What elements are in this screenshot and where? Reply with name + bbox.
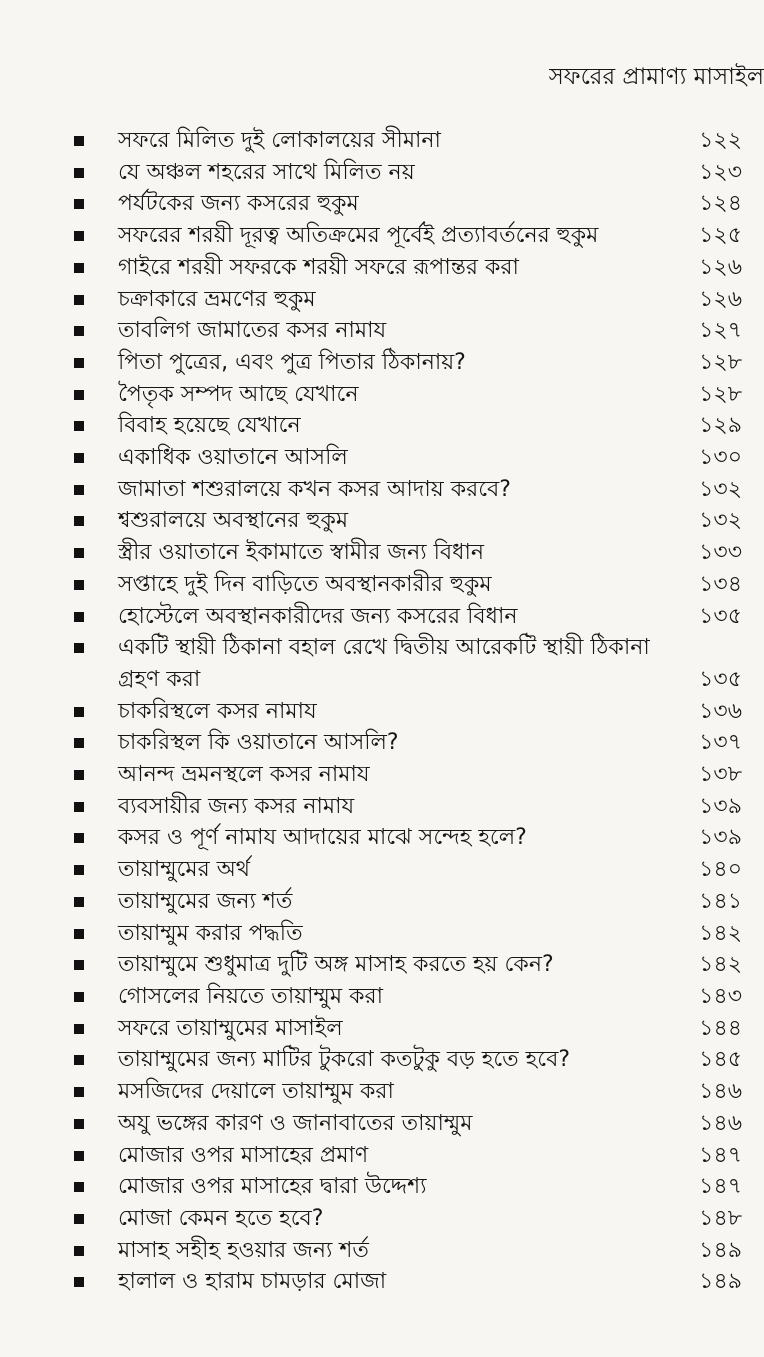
square-bullet-icon [74, 1087, 84, 1097]
toc-entry [74, 949, 742, 981]
toc-entry-page: ১৩৫ [699, 666, 742, 692]
toc-entry [74, 1076, 742, 1108]
square-bullet-icon [74, 263, 84, 273]
square-bullet-icon [74, 643, 84, 653]
toc-entry-title: চাকরিস্থল কি ওয়াতানে আসলি? [118, 730, 399, 756]
toc-entry [74, 1171, 742, 1203]
toc-entry-title: হোস্টেলে অবস্থানকারীদের জন্য কসরের বিধান [118, 603, 518, 629]
square-bullet-icon [74, 580, 84, 590]
toc-entry-title: মাসাহ সহীহ হওয়ার জন্য শর্ত [118, 1237, 369, 1263]
square-bullet-icon [74, 612, 84, 622]
toc-entry-page: ১৩৩ [699, 540, 742, 566]
square-bullet-icon [74, 738, 84, 748]
square-bullet-icon [74, 960, 84, 970]
square-bullet-icon [74, 168, 84, 178]
toc-entry [74, 220, 742, 252]
toc-entry [74, 474, 742, 506]
toc-entry-page: ১৪০ [699, 857, 742, 883]
toc-entry [74, 1108, 742, 1140]
toc-entry-page: ১২৭ [699, 318, 742, 344]
square-bullet-icon [74, 929, 84, 939]
square-bullet-icon [74, 770, 84, 780]
toc-entry-title: তায়াম্মুমের জন্য শর্ত [118, 888, 293, 914]
toc-entry-title: একাধিক ওয়াতানে আসলি [118, 445, 348, 471]
toc-entry-title: তায়াম্মুমের জন্য মাটির টুকরো কতটুকু বড় হতে হবে? [118, 1047, 570, 1073]
toc-entry-page: ১৪৮ [699, 1205, 742, 1231]
toc-entry [74, 315, 742, 347]
toc-entry-page: ১৪৭ [699, 1142, 742, 1168]
toc-entry-page: ১৩৪ [699, 571, 742, 597]
square-bullet-icon [74, 1246, 84, 1256]
toc-entry-title: চাকরিস্থলে কসর নামায [118, 698, 317, 724]
toc-entry [74, 918, 742, 950]
toc-entry-title: সফরের শরয়ী দূরত্ব অতিক্রমের পূর্বেই প্রত্যাবর্তনের হুকুম [118, 223, 599, 249]
square-bullet-icon [74, 453, 84, 463]
running-title: সফরের প্রামাণ্য মাসাইল [548, 64, 764, 90]
toc-entry [74, 981, 742, 1013]
toc-entry-page: ১৩৬ [699, 698, 742, 724]
toc-entry [74, 1203, 742, 1235]
toc-entry-title: মোজা কেমন হতে হবে? [118, 1205, 324, 1231]
toc-entry-title: মোজার ওপর মাসাহের দ্বারা উদ্দেশ্য [118, 1174, 427, 1200]
toc-entry-title: মোজার ওপর মাসাহের প্রমাণ [118, 1142, 369, 1168]
toc-entry [74, 188, 742, 220]
square-bullet-icon [74, 421, 84, 431]
toc-entry-page: ১৩৭ [699, 730, 742, 756]
toc-entry-page: ১৪৪ [699, 1015, 742, 1041]
toc-entry-page: ১২৪ [699, 191, 742, 217]
toc-entry [74, 791, 742, 823]
toc-entry-page: ১২২ [699, 128, 742, 153]
square-bullet-icon [74, 1055, 84, 1065]
square-bullet-icon [74, 231, 84, 241]
square-bullet-icon [74, 1119, 84, 1129]
square-bullet-icon [74, 707, 84, 717]
toc-entry [74, 601, 742, 633]
table-of-contents [74, 125, 742, 1298]
toc-entry [74, 284, 742, 316]
toc-entry-page: ১২৬ [699, 286, 742, 312]
square-bullet-icon [74, 516, 84, 526]
toc-entry-page: ১২৯ [699, 413, 742, 439]
toc-entry-title: একটি স্থায়ী ঠিকানা বহাল রেখে দ্বিতীয় আরেকটি স্থায়ী ঠিকানা গ্রহণ করা [118, 635, 650, 692]
toc-entry-page: ১৩২ [699, 508, 742, 534]
square-bullet-icon [74, 136, 84, 146]
toc-entry-page: ১২৫ [699, 223, 742, 249]
toc-entry [74, 569, 742, 601]
toc-entry-page: ১২৮ [699, 349, 742, 375]
toc-entry [74, 1266, 742, 1298]
toc-entry-title: পর্যটকের জন্য কসরের হুকুম [118, 191, 359, 217]
toc-entry-title: তায়াম্মুমে শুধুমাত্র দুটি অঙ্গ মাসাহ করতে হয় কেন? [118, 952, 554, 978]
toc-entry-title: স্ত্রীর ওয়াতানে ইকামাতে স্বামীর জন্য বিধান [118, 540, 484, 566]
square-bullet-icon [74, 865, 84, 875]
square-bullet-icon [74, 833, 84, 843]
toc-entry-title: শ্বশুরালয়ে অবস্থানের হুকুম [118, 508, 349, 534]
toc-entry-page: ১৪৬ [699, 1110, 742, 1136]
toc-entry [74, 157, 742, 189]
toc-entry [74, 125, 742, 157]
toc-entry [74, 252, 742, 284]
toc-entry-title: আনন্দ ভ্রমনস্থলে কসর নামায [118, 762, 370, 788]
square-bullet-icon [74, 358, 84, 368]
toc-entry [74, 886, 742, 918]
toc-entry-title: চক্রাকারে ভ্রমণের হুকুম [118, 286, 316, 312]
toc-entry [74, 410, 742, 442]
toc-entry [74, 379, 742, 411]
toc-entry-page: ১৩৫ [699, 603, 742, 629]
toc-entry-page: ১৪১ [699, 888, 742, 914]
toc-entry-page: ১৪২ [699, 920, 742, 946]
square-bullet-icon [74, 897, 84, 907]
toc-entry [74, 442, 742, 474]
toc-entry [74, 727, 742, 759]
toc-entry [74, 1140, 742, 1172]
square-bullet-icon [74, 1024, 84, 1034]
square-bullet-icon [74, 1151, 84, 1161]
toc-entry-page: ১৪৯ [699, 1237, 742, 1263]
square-bullet-icon [74, 1182, 84, 1192]
toc-entry-page: ১৩২ [699, 476, 742, 502]
toc-entry [74, 759, 742, 791]
square-bullet-icon [74, 992, 84, 1002]
toc-entry-page: ১২৮ [699, 381, 742, 407]
toc-entry-page: ১৪৩ [699, 983, 742, 1009]
square-bullet-icon [74, 295, 84, 305]
toc-entry-title: তাবলিগ জামাতের কসর নামায [118, 318, 387, 344]
square-bullet-icon [74, 390, 84, 400]
toc-entry [74, 632, 742, 695]
toc-entry-title: সফরে তায়াম্মুমের মাসাইল [118, 1015, 343, 1041]
toc-entry-title: পিতা পুত্রের, এবং পুত্র পিতার ঠিকানায়? [118, 349, 466, 375]
toc-entry [74, 1013, 742, 1045]
square-bullet-icon [74, 199, 84, 209]
toc-entry-page: ১২৩ [699, 159, 742, 185]
toc-entry-page: ১৪৫ [699, 1047, 742, 1073]
toc-entry [74, 822, 742, 854]
toc-entry-title: তায়াম্মুমের অর্থ [118, 857, 251, 883]
toc-entry-page: ১৩৯ [699, 825, 742, 851]
toc-entry-page: ১২৬ [699, 254, 742, 280]
toc-entry [74, 505, 742, 537]
toc-entry-title: পৈতৃক সম্পদ আছে যেখানে [118, 381, 359, 407]
toc-entry-page: ১৩৯ [699, 793, 742, 819]
toc-entry-title: গাইরে শরয়ী সফরকে শরয়ী সফরে রূপান্তর করা [118, 254, 519, 280]
toc-entry-title: সপ্তাহে দুই দিন বাড়িতে অবস্থানকারীর হুকুম [118, 571, 492, 597]
toc-entry-title: ব্যবসায়ীর জন্য কসর নামায [118, 793, 355, 819]
toc-entry-title: কসর ও পূর্ণ নামায আদায়ের মাঝে সন্দেহ হলে? [118, 825, 527, 851]
square-bullet-icon [74, 1277, 84, 1287]
square-bullet-icon [74, 485, 84, 495]
toc-entry-title: বিবাহ হয়েছে যেখানে [118, 413, 301, 439]
toc-entry-page: ১৪৬ [699, 1079, 742, 1105]
toc-entry-page: ১৩৮ [699, 762, 742, 788]
toc-entry [74, 854, 742, 886]
toc-entry-title: মসজিদের দেয়ালে তায়াম্মুম করা [118, 1079, 394, 1105]
toc-entry-title: যে অঞ্চল শহরের সাথে মিলিত নয় [118, 159, 415, 185]
toc-entry-title: গোসলের নিয়তে তায়াম্মুম করা [118, 983, 383, 1009]
square-bullet-icon [74, 326, 84, 336]
toc-entry-page: ১৩০ [699, 445, 742, 471]
toc-entry [74, 1044, 742, 1076]
square-bullet-icon [74, 548, 84, 558]
toc-entry [74, 347, 742, 379]
toc-entry [74, 537, 742, 569]
toc-entry-page: ১৪৭ [699, 1174, 742, 1200]
toc-entry [74, 1235, 742, 1267]
square-bullet-icon [74, 802, 84, 812]
toc-entry [74, 696, 742, 728]
toc-entry-title: অযু ভঙ্গের কারণ ও জানাবাতের তায়াম্মুম [118, 1110, 473, 1136]
toc-entry-title: তায়াম্মুম করার পদ্ধতি [118, 920, 303, 946]
toc-entry-title: হালাল ও হারাম চামড়ার মোজা [118, 1269, 387, 1295]
toc-entry-page: ১৪৯ [699, 1269, 742, 1295]
toc-entry-title: জামাতা শশুরালয়ে কখন কসর আদায় করবে? [118, 476, 511, 502]
square-bullet-icon [74, 1214, 84, 1224]
toc-entry-title: সফরে মিলিত দুই লোকালয়ের সীমানা [118, 128, 441, 153]
toc-entry-page: ১৪২ [699, 952, 742, 978]
